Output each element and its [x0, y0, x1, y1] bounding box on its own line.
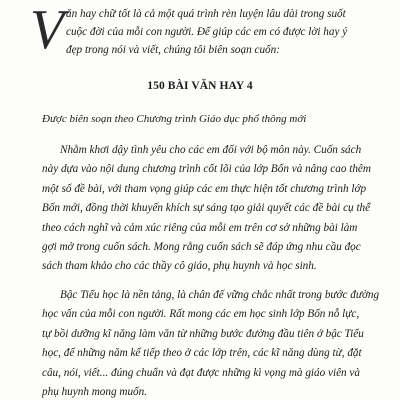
book-subtitle: Được biên soạn theo Chương trình Giáo dục phổ thông mới: [42, 113, 307, 125]
paragraph2-line: phụ huynh mong muốn.: [42, 386, 148, 398]
drop-cap-letter: V: [30, 0, 65, 61]
intro-line-1: ăn hay chữ tốt là cả một quá trình rèn luyện lâu dài trong suốt: [66, 8, 346, 20]
paragraph1-line: một số đề bài, với tham vọng giúp các em thực hiện tốt chương trình lớp: [42, 183, 367, 195]
paragraph1-line: này dựa vào nội dung chương trình cốt lõi của lớp Bốn và nâng cao thêm: [42, 163, 371, 175]
paragraph1-line: Bốn mới, đồng thời khuyến khích sự sáng tạo giải quyết các đề bài cụ thể: [42, 202, 371, 214]
paragraph1-line: theo cách nghĩ và cảm xúc riêng của mỗi em trên cơ sở những bài làm: [42, 222, 358, 234]
paragraph1-line: gợi mở trong cuốn sách. Mong rằng cuốn sách sẽ đáp ứng nhu cầu đọc: [42, 241, 361, 253]
paragraph2-line: học, để những năm kế tiếp theo ở các lớp trên, các kĩ năng dùng từ, đặt: [42, 347, 362, 359]
paragraph2-line: tự bồi dưỡng kĩ năng làm văn từ những bước đường đầu tiên ở bậc Tiểu: [42, 328, 364, 340]
paragraph1-line: sách tham khảo cho các thầy cô giáo, phụ huynh và học sinh.: [42, 260, 317, 272]
paragraph2-line: học vấn của mỗi con người. Rất mong các em học sinh lớp Bốn nỗ lực,: [42, 308, 360, 320]
intro-line-2: cuộc đời của mỗi con người. Để giúp các em có được lời hay ý: [66, 26, 348, 38]
paragraph1-line: Nhằm khơi dậy tình yêu cho các em đối với bộ môn này. Cuốn sách: [60, 144, 362, 156]
book-title: 150 BÀI VĂN HAY 4: [147, 80, 253, 92]
intro-line-3: đẹp trong nói và viết, chúng tôi biên soạn cuốn:: [66, 44, 280, 56]
paragraph2-line: câu, nói, viết... đúng chuẩn và đạt được những kì vọng mà giáo viên và: [42, 367, 360, 379]
paragraph2-line: Bậc Tiểu học là nền tảng, là chân đế vững chắc nhất trong bước đường: [60, 289, 380, 301]
